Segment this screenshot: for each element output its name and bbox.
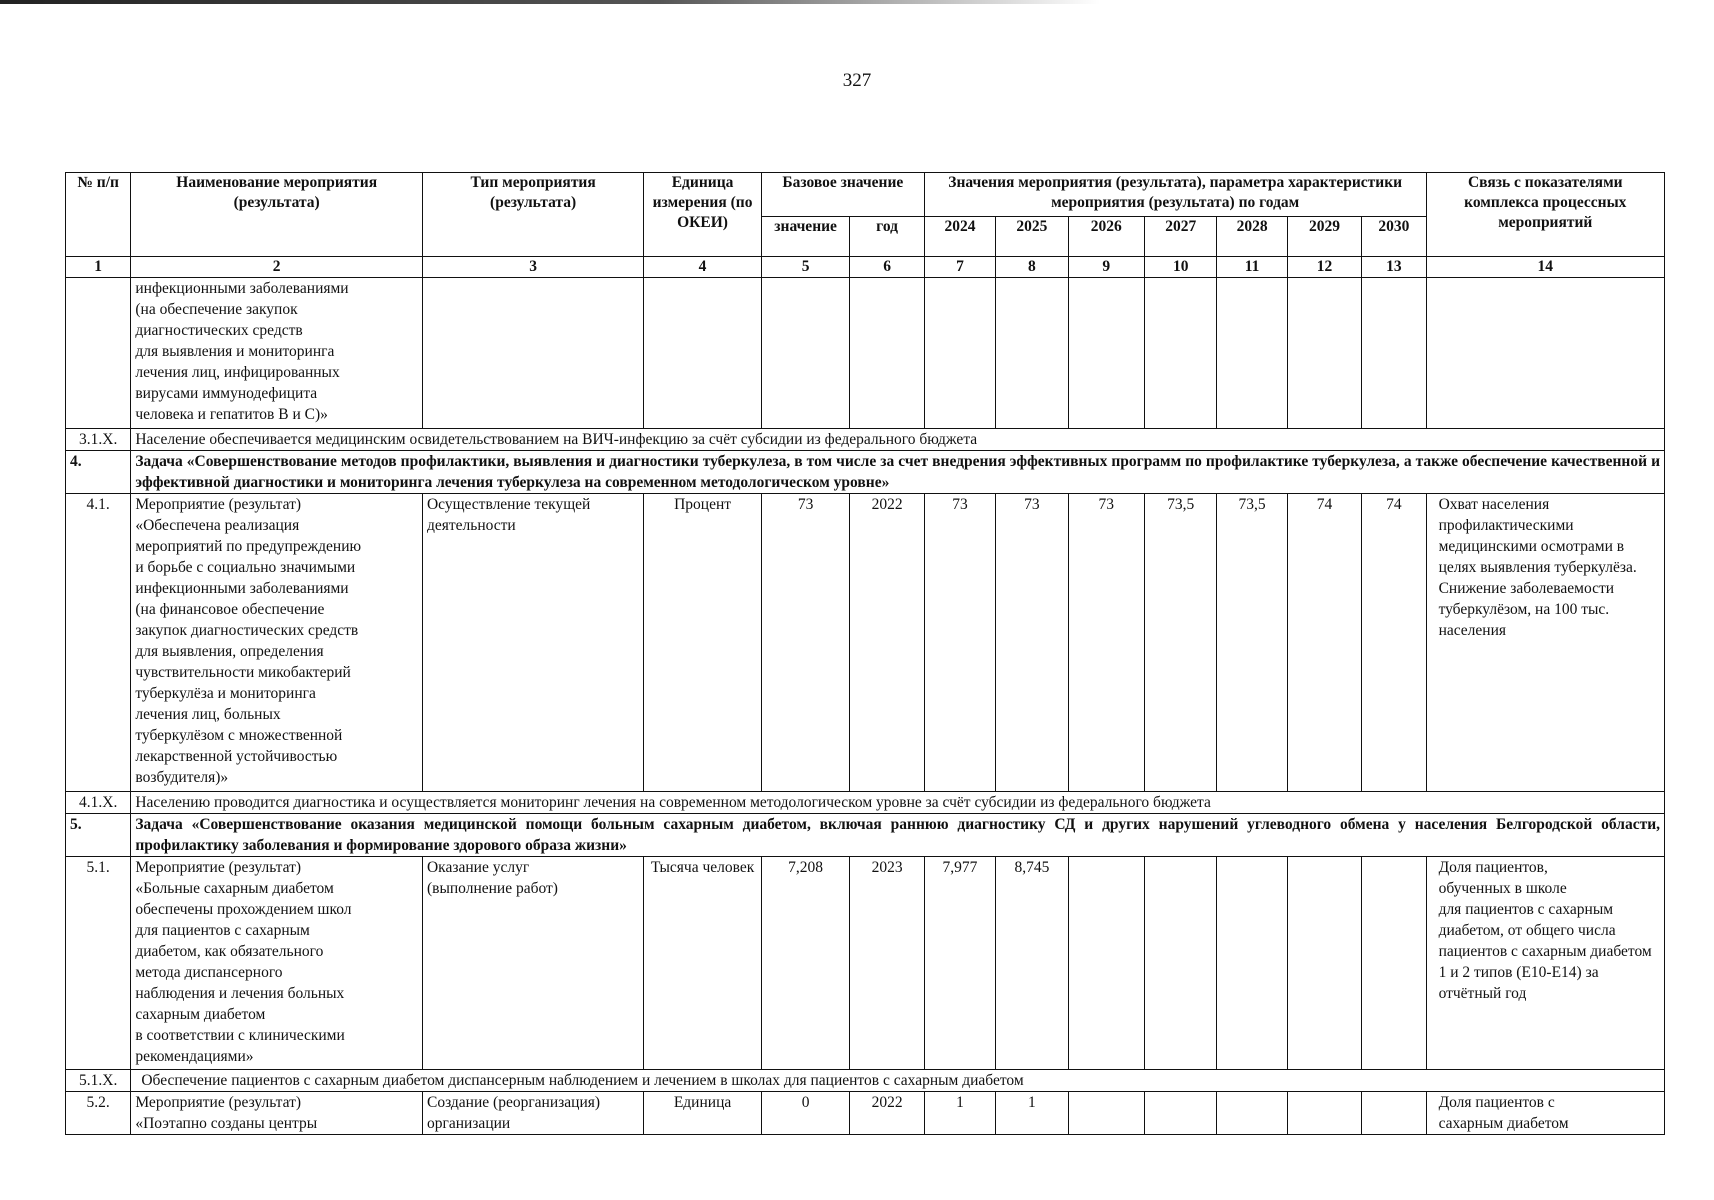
table-row [66, 857, 1665, 1070]
header-year: 2027 [1145, 217, 1217, 257]
base-year: 2022 [850, 494, 924, 792]
header-year: 2030 [1362, 217, 1426, 257]
measures-table [65, 172, 1665, 1135]
measure-name: Мероприятие (результат) «Больные сахарным диабетом обеспечены прохождением школ для пациентов с сахарным диабетом, как обязательного метода диспансерного наблюдения и лечения больных сахарным диабетом в соответствии с клиническими рекомендациями» [131, 857, 423, 1070]
year-value: 73 [1068, 494, 1144, 792]
measure-name: инфекционными заболеваниями (на обеспечение закупок диагностических средств для выявления и мониторинга лечения лиц, инфицированных вирусами иммунодефицита человека и гепатитов B и C)» [131, 278, 423, 429]
linked-indicator: Доля пациентов с сахарным диабетом [1426, 1092, 1664, 1135]
header-base-value: значение [761, 217, 849, 257]
row-summary: Население обеспечивается медицинским освидетельствованием на ВИЧ-инфекцию за счёт субсидии из федерального бюджета [131, 429, 1665, 451]
row-number: 5.1. [66, 857, 131, 1070]
table-row [66, 1092, 1665, 1135]
column-index: 13 [1362, 257, 1426, 278]
header-values: Значения мероприятия (результата), параметра характеристики мероприятия (результата) по годам [924, 173, 1426, 217]
year-value: 8,745 [996, 857, 1068, 1070]
column-index: 7 [924, 257, 995, 278]
year-value [1287, 857, 1361, 1070]
row-summary: Населению проводится диагностика и осуществляется мониторинг лечения на современном методологическом уровне за счёт субсидии из федерального бюджета [131, 792, 1665, 814]
table-row [66, 792, 1665, 814]
year-value [1068, 1092, 1144, 1135]
header-name: Наименование мероприятия (результата) [131, 173, 423, 257]
scan-top-edge [0, 0, 1100, 4]
header-base: Базовое значение [761, 173, 924, 217]
row-number: 4.1. [66, 494, 131, 792]
year-value [1145, 857, 1217, 1070]
page-number: 327 [842, 70, 872, 91]
table-row [66, 451, 1665, 494]
year-value [1287, 1092, 1361, 1135]
measure-name: Мероприятие (результат) «Обеспечена реализация мероприятий по предупреждению и борьбе с социально значимыми инфекционными заболеваниями (на финансовое обеспечение закупок диагностических средств для выявления, определения чувствительности микобактерий туберкулёза и мониторинга лечения лиц, больных туберкулёзом с множественной лекарственной устойчивостью возбудителя)» [131, 494, 423, 792]
column-index: 11 [1217, 257, 1287, 278]
row-number: 5.1.X. [66, 1070, 131, 1092]
table-row [66, 429, 1665, 451]
header-year: 2026 [1068, 217, 1144, 257]
header-year: 2025 [996, 217, 1068, 257]
table-row [66, 814, 1665, 857]
year-value [1362, 857, 1426, 1070]
measure-unit: Процент [644, 494, 762, 792]
column-index: 12 [1287, 257, 1361, 278]
year-value [1145, 1092, 1217, 1135]
column-index: 8 [996, 257, 1068, 278]
header-link: Связь с показателями комплекса процессных мероприятий [1426, 173, 1664, 257]
row-summary: Обеспечение пациентов с сахарным диабетом диспансерным наблюдением и лечением в школах для пациентов с сахарным диабетом [131, 1070, 1665, 1092]
header-type: Тип мероприятия (результата) [422, 173, 643, 257]
year-value: 73 [996, 494, 1068, 792]
header-year: 2024 [924, 217, 995, 257]
base-value: 7,208 [761, 857, 849, 1070]
measure-type: Оказание услуг (выполнение работ) [422, 857, 643, 1070]
column-index: 3 [422, 257, 643, 278]
row-number: 5. [66, 814, 131, 857]
measure-unit: Единица [644, 1092, 762, 1135]
column-index: 1 [66, 257, 131, 278]
task-title: Задача «Совершенствование методов профилактики, выявления и диагностики туберкулеза, в том числе за счет внедрения эффективных программ по профилактике туберкулеза, а также обеспечение качественной и эффективной диагностики и мониторинга лечения туберкулеза на современном методологическом уровне» [131, 451, 1665, 494]
task-title: Задача «Совершенствование оказания медицинской помощи больным сахарным диабетом, включая раннюю диагностику СД и других нарушений углеводного обмена у населения Белгородской области, профилактику заболевания и формирование здорового образа жизни» [131, 814, 1665, 857]
measure-name: Мероприятие (результат) «Поэтапно созданы центры [131, 1092, 423, 1135]
year-value: 74 [1287, 494, 1361, 792]
linked-indicator: Доля пациентов, обученных в школе для пациентов с сахарным диабетом, от общего числа пациентов с сахарным диабетом 1 и 2 типов (E10-E14) за отчётный год [1426, 857, 1664, 1070]
base-year: 2022 [850, 1092, 924, 1135]
header-year: 2028 [1217, 217, 1287, 257]
column-index: 10 [1145, 257, 1217, 278]
column-index: 9 [1068, 257, 1144, 278]
linked-indicator: Охват населения профилактическими медицинскими осмотрами в целях выявления туберкулёза. Снижение заболеваемости туберкулёзом, на 100 тыс. населения [1426, 494, 1664, 792]
header-unit: Единица измерения (по ОКЕИ) [644, 173, 762, 257]
year-value [1217, 1092, 1287, 1135]
base-value: 0 [761, 1092, 849, 1135]
row-number: 4. [66, 451, 131, 494]
year-value: 74 [1362, 494, 1426, 792]
year-value: 7,977 [924, 857, 995, 1070]
table-row [66, 278, 1665, 429]
year-value: 1 [996, 1092, 1068, 1135]
year-value [1217, 857, 1287, 1070]
base-value: 73 [761, 494, 849, 792]
measure-type: Осуществление текущей деятельности [422, 494, 643, 792]
measure-unit: Тысяча человек [644, 857, 762, 1070]
column-index: 4 [644, 257, 762, 278]
measure-type: Создание (реорганизация) организации [422, 1092, 643, 1135]
header-year: 2029 [1287, 217, 1361, 257]
column-index: 2 [131, 257, 423, 278]
year-value: 1 [924, 1092, 995, 1135]
year-value [1362, 1092, 1426, 1135]
year-value: 73,5 [1217, 494, 1287, 792]
column-index: 6 [850, 257, 924, 278]
header-base-year: год [850, 217, 924, 257]
table-row [66, 494, 1665, 792]
row-number: 3.1.X. [66, 429, 131, 451]
base-year: 2023 [850, 857, 924, 1070]
year-value: 73 [924, 494, 995, 792]
row-number: 4.1.X. [66, 792, 131, 814]
header-num: № п/п [66, 173, 131, 257]
column-index: 5 [761, 257, 849, 278]
table-row [66, 1070, 1665, 1092]
row-number: 5.2. [66, 1092, 131, 1135]
year-value: 73,5 [1145, 494, 1217, 792]
year-value [1068, 857, 1144, 1070]
column-index: 14 [1426, 257, 1664, 278]
